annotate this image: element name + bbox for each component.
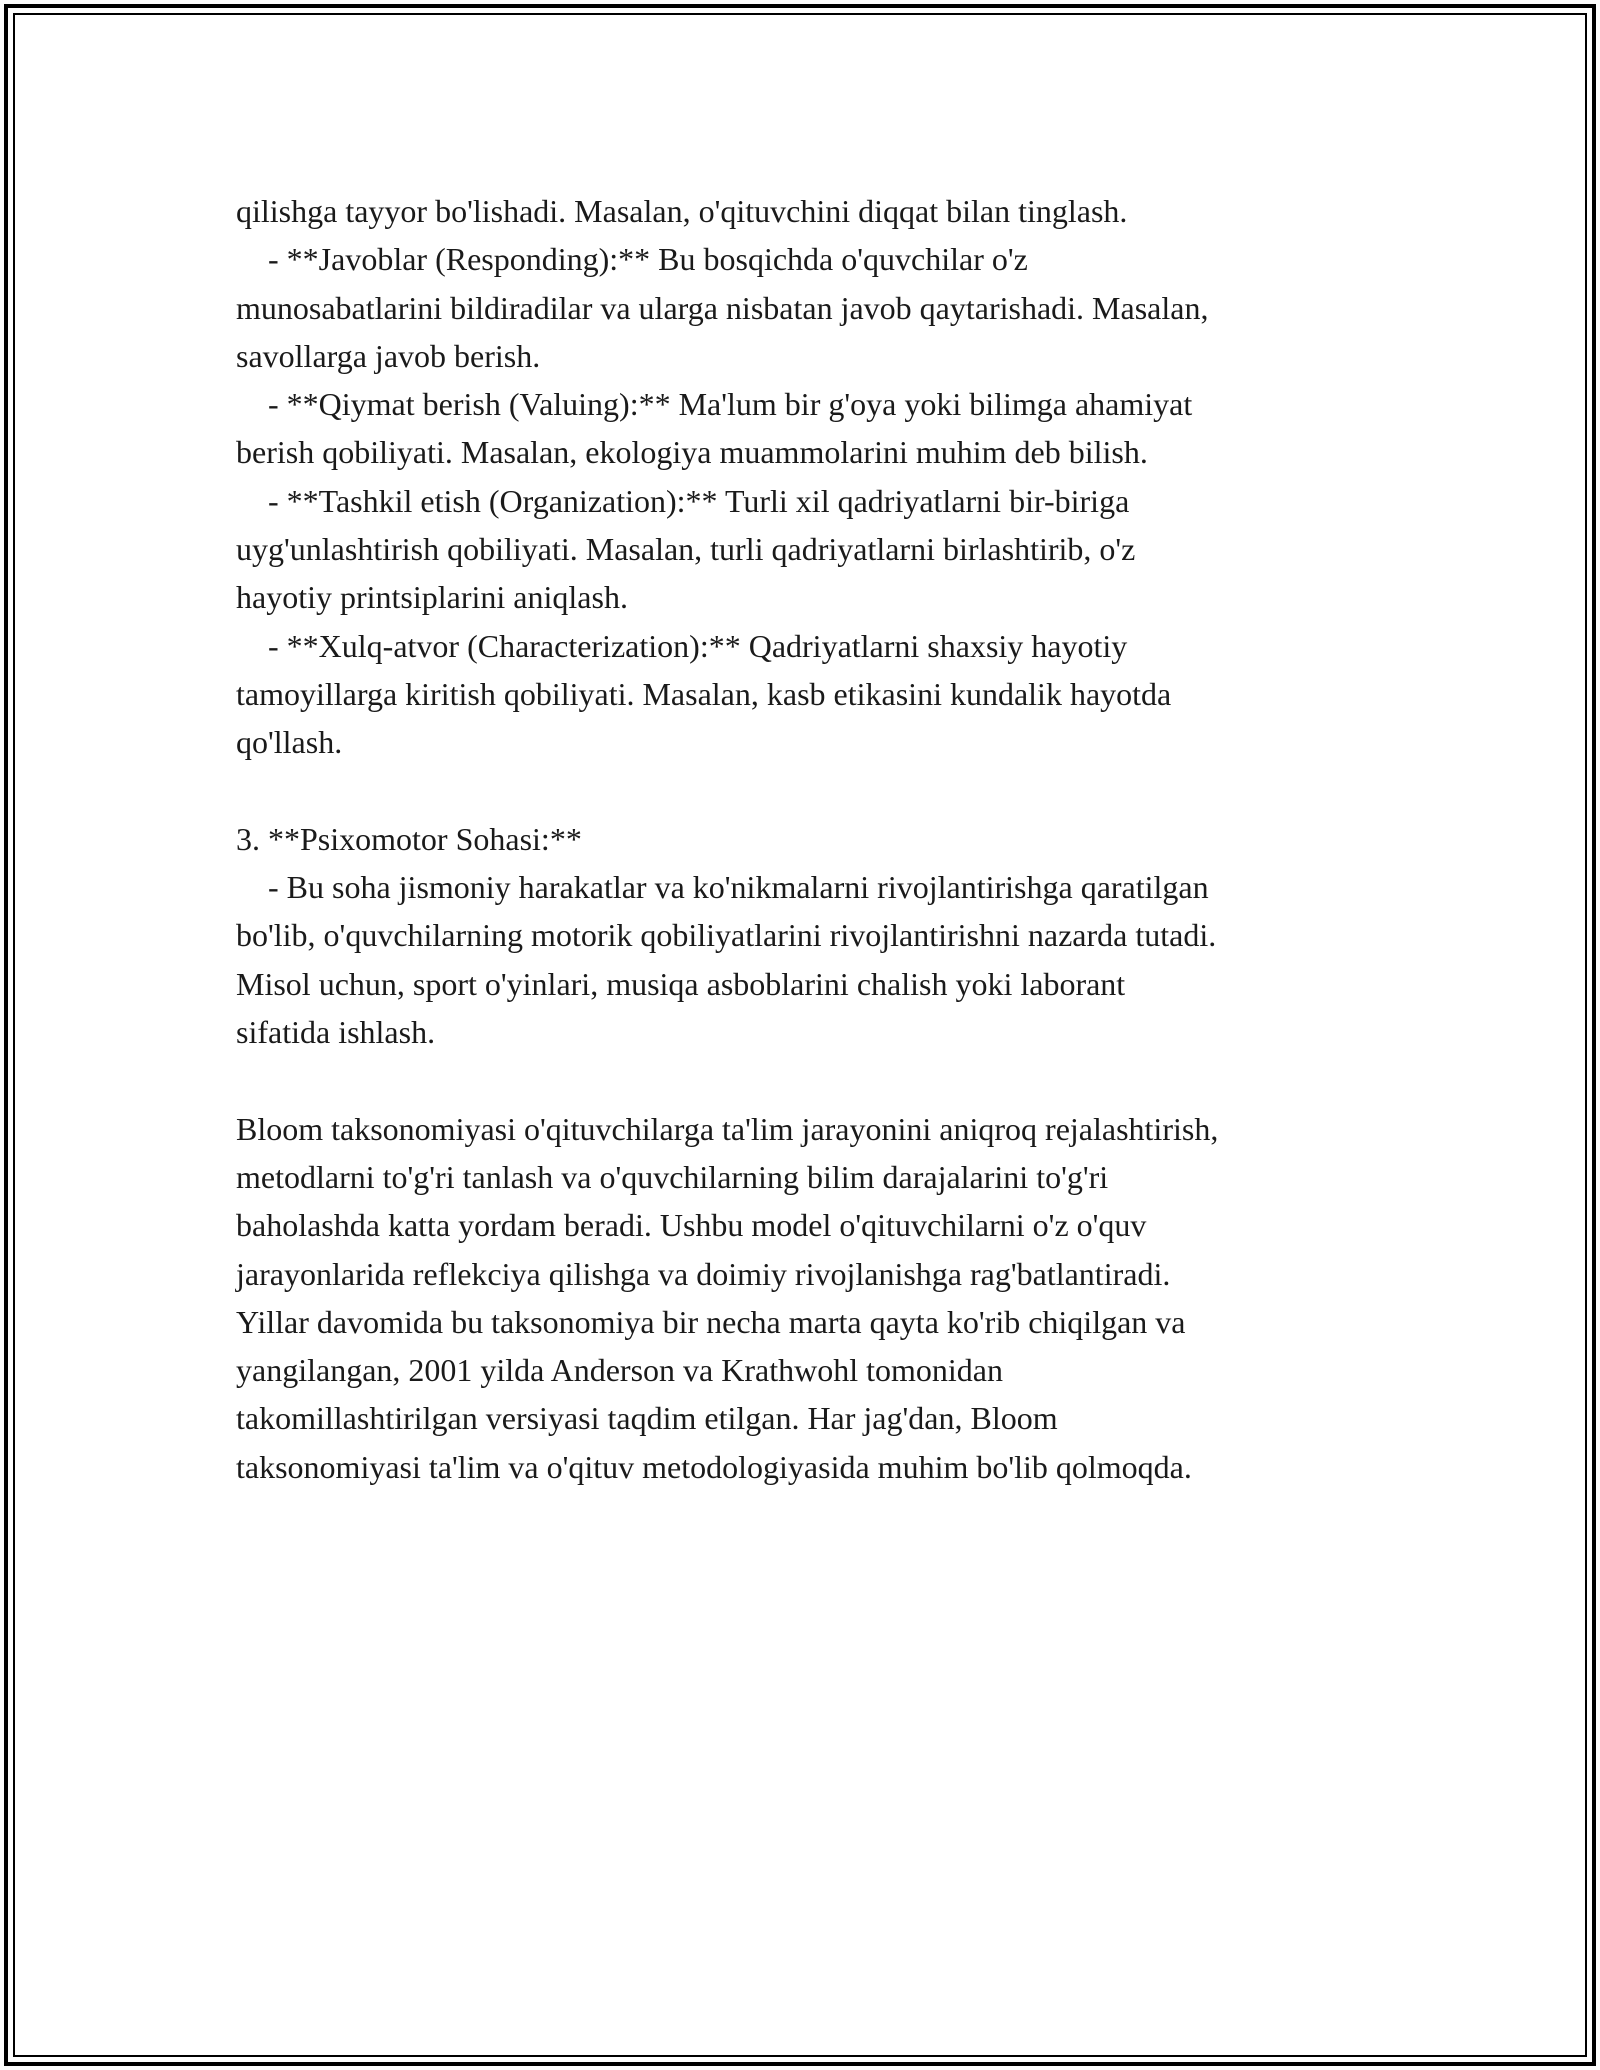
text-line: uyg'unlashtirish qobiliyati. Masalan, turli qadriyatlarni birlashtirib, o'z xyxy=(236,531,1136,568)
text-line: savollarga javob berish. xyxy=(236,337,541,374)
text-line: hayotiy printsiplarini aniqlash. xyxy=(236,579,628,616)
text-line: qilishga tayyor bo'lishadi. Masalan, o'qituvchini diqqat bilan tinglash. xyxy=(236,193,1128,229)
text-line: - **Xulq-atvor (Characterization):** Qadriyatlarni shaxsiy hayotiy xyxy=(236,627,1128,664)
text-line: - **Javoblar (Responding):** Bu bosqichda o'quvchilar o'z xyxy=(236,241,1028,278)
paragraph-gap xyxy=(236,1056,1396,1104)
text-line: bo'lib, o'quvchilarning motorik qobiliyatlarini rivojlantirishni nazarda tutadi. xyxy=(236,917,1217,954)
text-line: jarayonlarida reflekciya qilishga va doimiy rivojlanishga rag'batlantiradi. xyxy=(236,1255,1171,1292)
text-line: Bloom taksonomiyasi o'qituvchilarga ta'lim jarayonini aniqroq rejalashtirish, xyxy=(236,1110,1219,1147)
text-line: taksonomiyasi ta'lim va o'qituv metodologiyasida muhim bo'lib qolmoqda. xyxy=(236,1448,1192,1485)
text-line: tamoyillarga kiritish qobiliyati. Masalan, kasb etikasini kundalik hayotda xyxy=(236,675,1172,712)
text-line: munosabatlarini bildiradilar va ularga nisbatan javob qaytarishadi. Masalan, xyxy=(236,289,1209,326)
text-line: metodlarni to'g'ri tanlash va o'quvchilarning bilim darajalarini to'g'ri xyxy=(236,1158,1109,1195)
text-line: Misol uchun, sport o'yinlari, musiqa asboblarini chalish yoki laborant xyxy=(236,965,1126,1002)
text-line: Yillar davomida bu taksonomiya bir necha marta qayta ko'rib chiqilgan va xyxy=(236,1303,1186,1340)
text-line: - Bu soha jismoniy harakatlar va ko'nikmalarni rivojlantirishga qaratilgan xyxy=(236,869,1209,906)
text-line: baholashda katta yordam beradi. Ushbu model o'qituvchilarni o'z o'quv xyxy=(236,1207,1147,1244)
paragraph-gap xyxy=(236,767,1396,815)
text-line: sifatida ishlash. xyxy=(236,1014,436,1051)
text-line: berish qobiliyati. Masalan, ekologiya muammolarini muhim deb bilish. xyxy=(236,434,1148,471)
section-heading: 3. **Psixomotor Sohasi:** xyxy=(236,820,582,857)
text-line: - **Tashkil etish (Organization):** Turli xil qadriyatlarni bir-biriga xyxy=(236,482,1130,519)
text-line: - **Qiymat berish (Valuing):** Ma'lum bir g'oya yoki bilimga ahamiyat xyxy=(236,386,1193,423)
text-line: qo'llash. xyxy=(236,724,343,761)
document-body xyxy=(236,187,1396,1491)
text-line: takomillashtirilgan versiyasi taqdim etilgan. Har jag'dan, Bloom xyxy=(236,1400,1058,1437)
text-line: yangilangan, 2001 yilda Anderson va Krathwohl tomonidan xyxy=(236,1352,1003,1389)
